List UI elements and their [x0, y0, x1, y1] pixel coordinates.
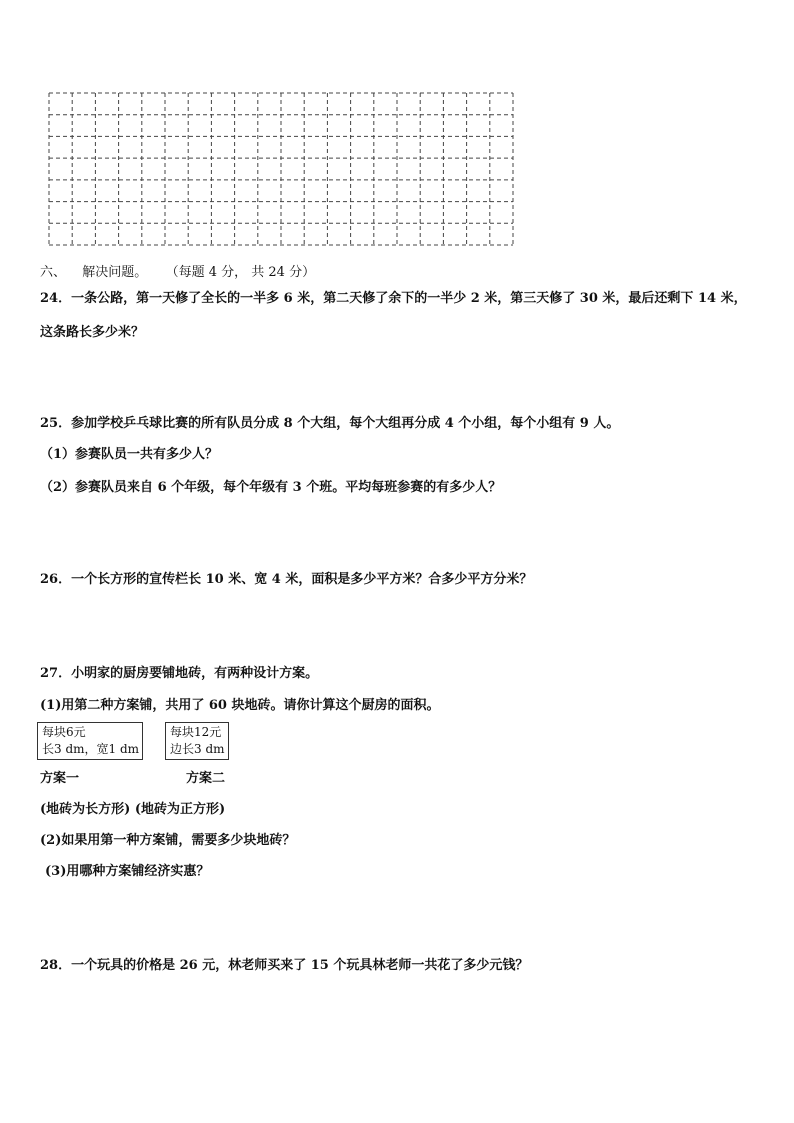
- question-27-sub2: (2)如果用第一种方案铺，需要多少块地砖？: [40, 833, 296, 848]
- question-26-text: 26．一个长方形的宣传栏长 10 米、宽 4 米，面积是多少平方米？合多少平方分米？: [40, 572, 533, 587]
- plan1-label: 方案一: [40, 771, 80, 786]
- section-score: （每题 4 分， 共 24 分）: [165, 265, 316, 280]
- writing-grid: [48, 92, 516, 248]
- question-28-text: 28．一个玩具的价格是 26 元，林老师买来了 15 个玩具林老师一共花了多少元钱？: [40, 958, 529, 973]
- question-24-line2: 这条路长多少米？: [40, 325, 145, 340]
- plan1-box: [37, 722, 143, 760]
- section-title: 解决问题。: [82, 265, 148, 280]
- question-27-sub1: (1)用第二种方案铺，共用了 60 块地砖。请你计算这个厨房的面积。: [40, 698, 440, 713]
- section-header: [40, 264, 315, 282]
- question-25-sub1: （1）参赛队员一共有多少人？: [40, 447, 219, 462]
- plan2-size: 边长3 dm: [170, 742, 225, 756]
- plan1-size: 长3 dm，宽1 dm: [42, 742, 140, 756]
- plan2-price: 每块12元: [170, 725, 222, 739]
- question-27-sub3: (3)用哪种方案铺经济实惠？: [45, 864, 210, 879]
- question-27-text: 27．小明家的厨房要铺地砖，有两种设计方案。: [40, 666, 319, 681]
- plan1-price: 每块6元: [42, 725, 86, 739]
- question-25-text: 25．参加学校乒乓球比赛的所有队员分成 8 个大组，每个大组再分成 4 个小组，每个小组有 9 人。: [40, 416, 620, 431]
- question-25-sub2: （2）参赛队员来自 6 个年级，每个年级有 3 个班。平均每班参赛的有多少人？: [40, 480, 502, 495]
- plan2-label: 方案二: [186, 771, 226, 786]
- plan2-box: [165, 722, 229, 760]
- question-24-line1: 24．一条公路，第一天修了全长的一半多 6 米，第二天修了余下的一半少 2 米，第三天修了 30 米，最后还剩下 14 米，: [40, 291, 747, 306]
- section-number: 六、: [40, 265, 67, 280]
- question-27-shapes: (地砖为长方形) (地砖为正方形): [40, 802, 226, 817]
